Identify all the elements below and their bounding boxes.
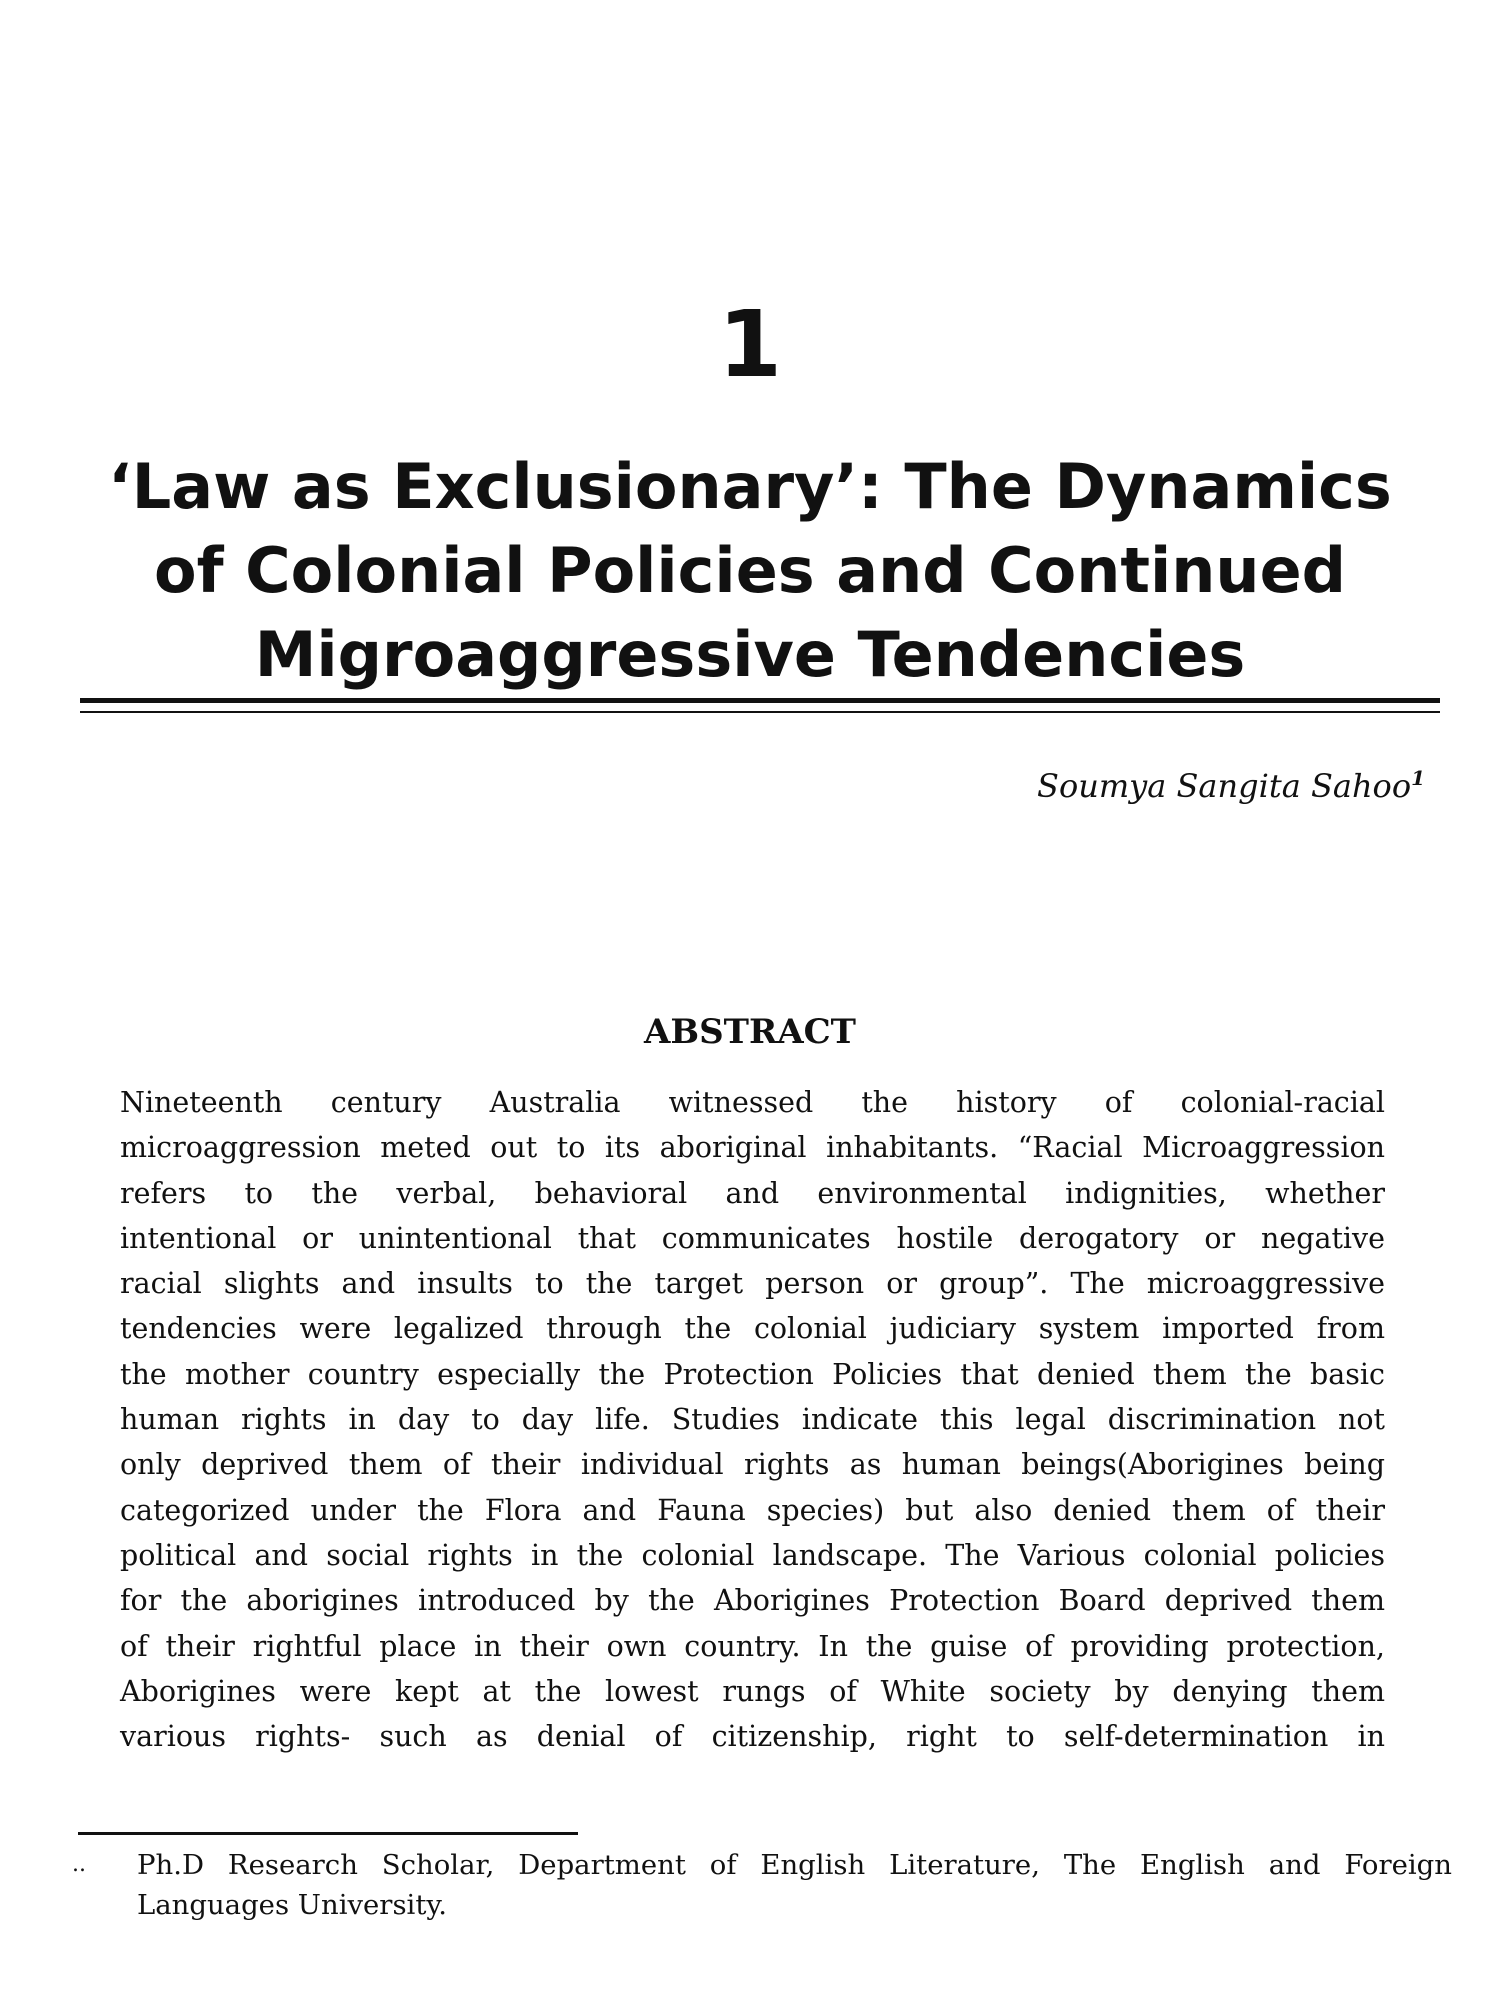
abstract-line: categorized under the Flora and Fauna species) but also denied them of their [120,1493,1385,1527]
abstract-line: microaggression meted out to its aboriginal inhabitants. “Racial Microaggression [120,1131,1385,1165]
chapter-title [0,445,1500,697]
abstract-body [120,1080,1385,1759]
author-name: Soumya Sangita Sahoo [1037,766,1412,805]
footnote-line: Languages University. [137,1889,448,1921]
chapter-title-line: ‘Law as Exclusionary’: The Dynamics [108,450,1392,523]
chapter-title-line: Migroaggressive Tendencies [254,618,1246,691]
abstract-line: Aborigines were kept at the lowest rungs of White society by denying them [120,1674,1385,1708]
footnote [72,1845,1452,1925]
chapter-title-line: of Colonial Policies and Continued [153,534,1347,607]
footnote-line: Ph.D Research Scholar, Department of English Literature, The English and Foreign [137,1849,1452,1881]
abstract-line: racial slights and insults to the target person or group”. The microaggressive [120,1267,1385,1301]
abstract-line: only deprived them of their individual rights as human beings(Aborigines being [120,1448,1385,1482]
title-rule-thick [80,698,1440,703]
footnote-rule [78,1832,578,1835]
author-footnote-mark: 1 [1411,766,1425,790]
abstract-line: human rights in day to day life. Studies indicate this legal discrimination not [120,1403,1385,1437]
abstract-line: Nineteenth century Australia witnessed the history of colonial-racial [120,1086,1385,1119]
abstract-line: political and social rights in the colonial landscape. The Various colonial policies [120,1538,1385,1572]
abstract-line: of their rightful place in their own country. In the guise of providing protection, [120,1629,1385,1663]
footnote-marker: .. [72,1852,86,1877]
abstract-line: the mother country especially the Protection Policies that denied them the basic [120,1357,1385,1391]
abstract-line: refers to the verbal, behavioral and environmental indignities, whether [120,1176,1385,1210]
title-rule-thin [80,711,1440,713]
footnote-text [137,1845,1452,1925]
abstract-line: various rights- such as denial of citizenship, right to self-determination in [120,1720,1385,1754]
chapter-number: 1 [717,291,782,398]
abstract-heading: ABSTRACT [644,1012,856,1052]
abstract-line: for the aborigines introduced by the Aborigines Protection Board deprived them [120,1584,1385,1618]
abstract-line: tendencies were legalized through the colonial judiciary system imported from [120,1312,1385,1346]
abstract-line: intentional or unintentional that communicates hostile derogatory or negative [120,1221,1385,1255]
